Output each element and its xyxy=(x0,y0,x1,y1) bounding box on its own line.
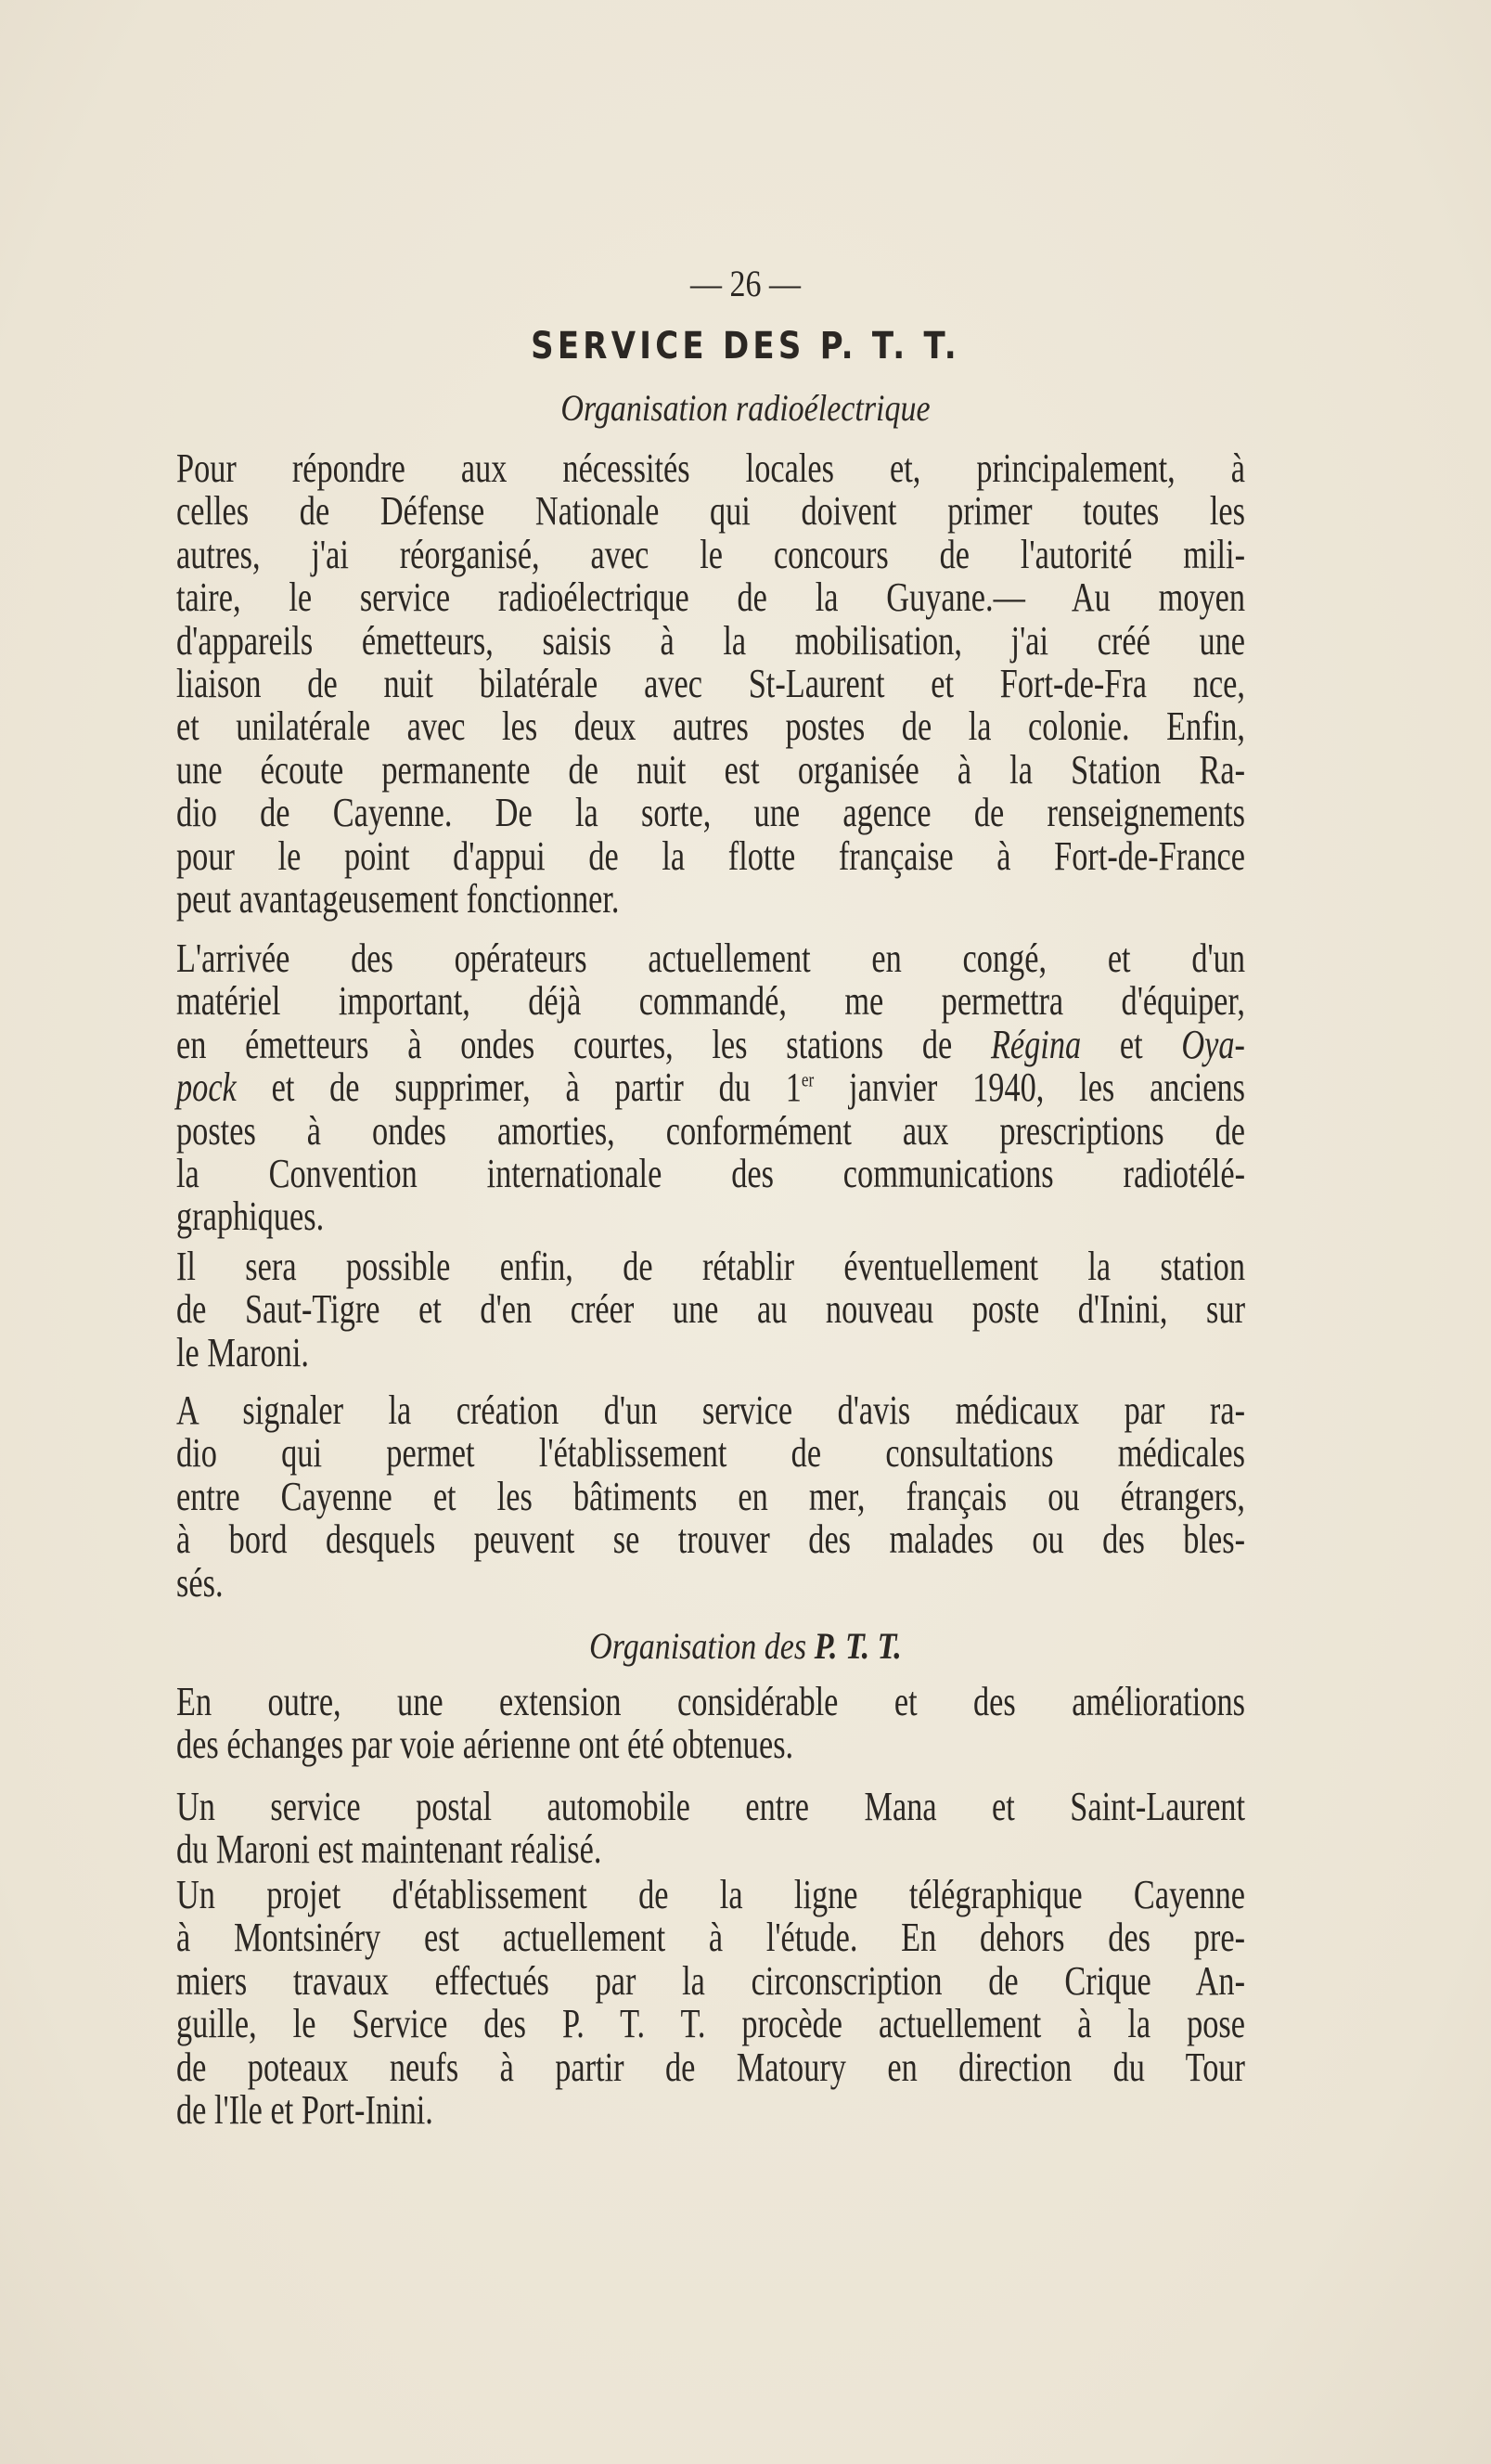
text-line: Il sera possible enfin, de rétablir éventuellement la station xyxy=(176,1244,1245,1289)
text-line: la Convention internationale des communications radiotélé- xyxy=(176,1150,1245,1196)
page-title: SERVICE DES P. T. T. xyxy=(531,325,960,368)
text-line: graphiques. xyxy=(176,1193,325,1240)
text-line: Pour répondre aux nécessités locales et, principalement, à xyxy=(176,445,1245,491)
text-line: Un service postal automobile entre Mana et Saint-Laurent xyxy=(176,1784,1245,1829)
text-line: sés. xyxy=(176,1559,224,1606)
text-line: de l'Ile et Port-Inini. xyxy=(176,2086,433,2133)
text-line: d'appareils émetteurs, saisis à la mobilisation, j'ai créé une xyxy=(176,617,1245,664)
text-line: le Maroni. xyxy=(176,1329,309,1375)
text-line xyxy=(176,1021,1245,1067)
text-line: de Saut-Tigre et d'en créer une au nouveau poste d'Inini, sur xyxy=(176,1286,1245,1333)
text-line: à bord desquels peuvent se trouver des malades ou des bles- xyxy=(176,1516,1245,1563)
text-line: miers travaux effectués par la circonscription de Crique An- xyxy=(176,1957,1246,2004)
italic-place-name: pock xyxy=(176,1064,237,1111)
text-line: taire, le service radioélectrique de la Guyane.— Au moyen xyxy=(176,574,1245,621)
text-line: En outre, une extension considérable et des améliorations xyxy=(176,1679,1245,1724)
text-line: guille, le Service des P. T. T. procède actuellement à la pose xyxy=(176,2001,1245,2047)
text-line: entre Cayenne et les bâtiments en mer, français ou étrangers, xyxy=(176,1473,1245,1519)
section-heading-ptt xyxy=(112,1624,1380,1668)
paragraph xyxy=(176,1245,1245,1374)
paragraph xyxy=(176,447,1245,921)
paragraph xyxy=(176,1786,1245,1872)
text-line: L'arrivée des opérateurs actuellement en congé, et d'un xyxy=(176,935,1245,981)
text-line: du Maroni est maintenant réalisé. xyxy=(176,1826,602,1873)
text-line: à Montsinéry est actuellement à l'étude. En dehors des pre- xyxy=(176,1915,1245,1961)
text-line: postes à ondes amorties, conformément aux prescriptions de xyxy=(176,1107,1245,1154)
text-line: des échanges par voie aérienne ont été obtenues. xyxy=(176,1722,794,1768)
text-line xyxy=(176,1064,1245,1111)
italic-place-name: Régina xyxy=(990,1021,1082,1067)
text-segment: en émetteurs à ondes courtes, les stations de xyxy=(176,1021,991,1067)
page-number: — 26 — xyxy=(690,263,801,304)
text-segment: janvier 1940, les anciens xyxy=(814,1064,1245,1111)
text-line: matériel important, déjà commandé, me permettra d'équiper, xyxy=(176,978,1245,1025)
heading-abbrev: P. T. T. xyxy=(814,1625,902,1667)
text-line: celles de Défense Nationale qui doivent primer toutes les xyxy=(176,488,1245,535)
paragraph xyxy=(176,1389,1245,1605)
paragraph xyxy=(176,937,1245,1239)
section-heading-radio: Organisation radioélectrique xyxy=(560,387,931,429)
text-line: de poteaux neufs à partir de Matoury en direction du Tour xyxy=(176,2044,1245,2090)
text-line: et unilatérale avec les deux autres postes de la colonie. Enfin, xyxy=(176,703,1245,750)
text-segment: et de supprimer, à partir du 1 xyxy=(236,1064,802,1111)
paragraph xyxy=(176,1681,1245,1767)
text-line: dio qui permet l'établissement de consultations médicales xyxy=(176,1430,1245,1477)
text-segment: et xyxy=(1081,1021,1182,1067)
text-line: liaison de nuit bilatérale avec St-Laurent et Fort-de-Fra nce, xyxy=(176,660,1245,706)
text-segment: er xyxy=(801,1067,815,1091)
italic-place-name: Oya- xyxy=(1181,1021,1245,1067)
text-line: A signaler la création d'un service d'avis médicaux par ra- xyxy=(176,1387,1245,1433)
text-line: une écoute permanente de nuit est organisée à la Station Ra- xyxy=(176,746,1245,793)
text-line: pour le point d'appui de la flotte française à Fort-de-France xyxy=(176,832,1245,879)
text-line: Un projet d'établissement de la ligne télégraphique Cayenne xyxy=(176,1872,1245,1917)
text-line: peut avantageusement fonctionner. xyxy=(176,875,620,922)
text-line: autres, j'ai réorganisé, avec le concours de l'autorité mili- xyxy=(176,531,1246,577)
text-line: dio de Cayenne. De la sorte, une agence de renseignements xyxy=(176,790,1245,836)
heading-text: Organisation des xyxy=(589,1625,815,1667)
paragraph xyxy=(176,1874,1245,2132)
